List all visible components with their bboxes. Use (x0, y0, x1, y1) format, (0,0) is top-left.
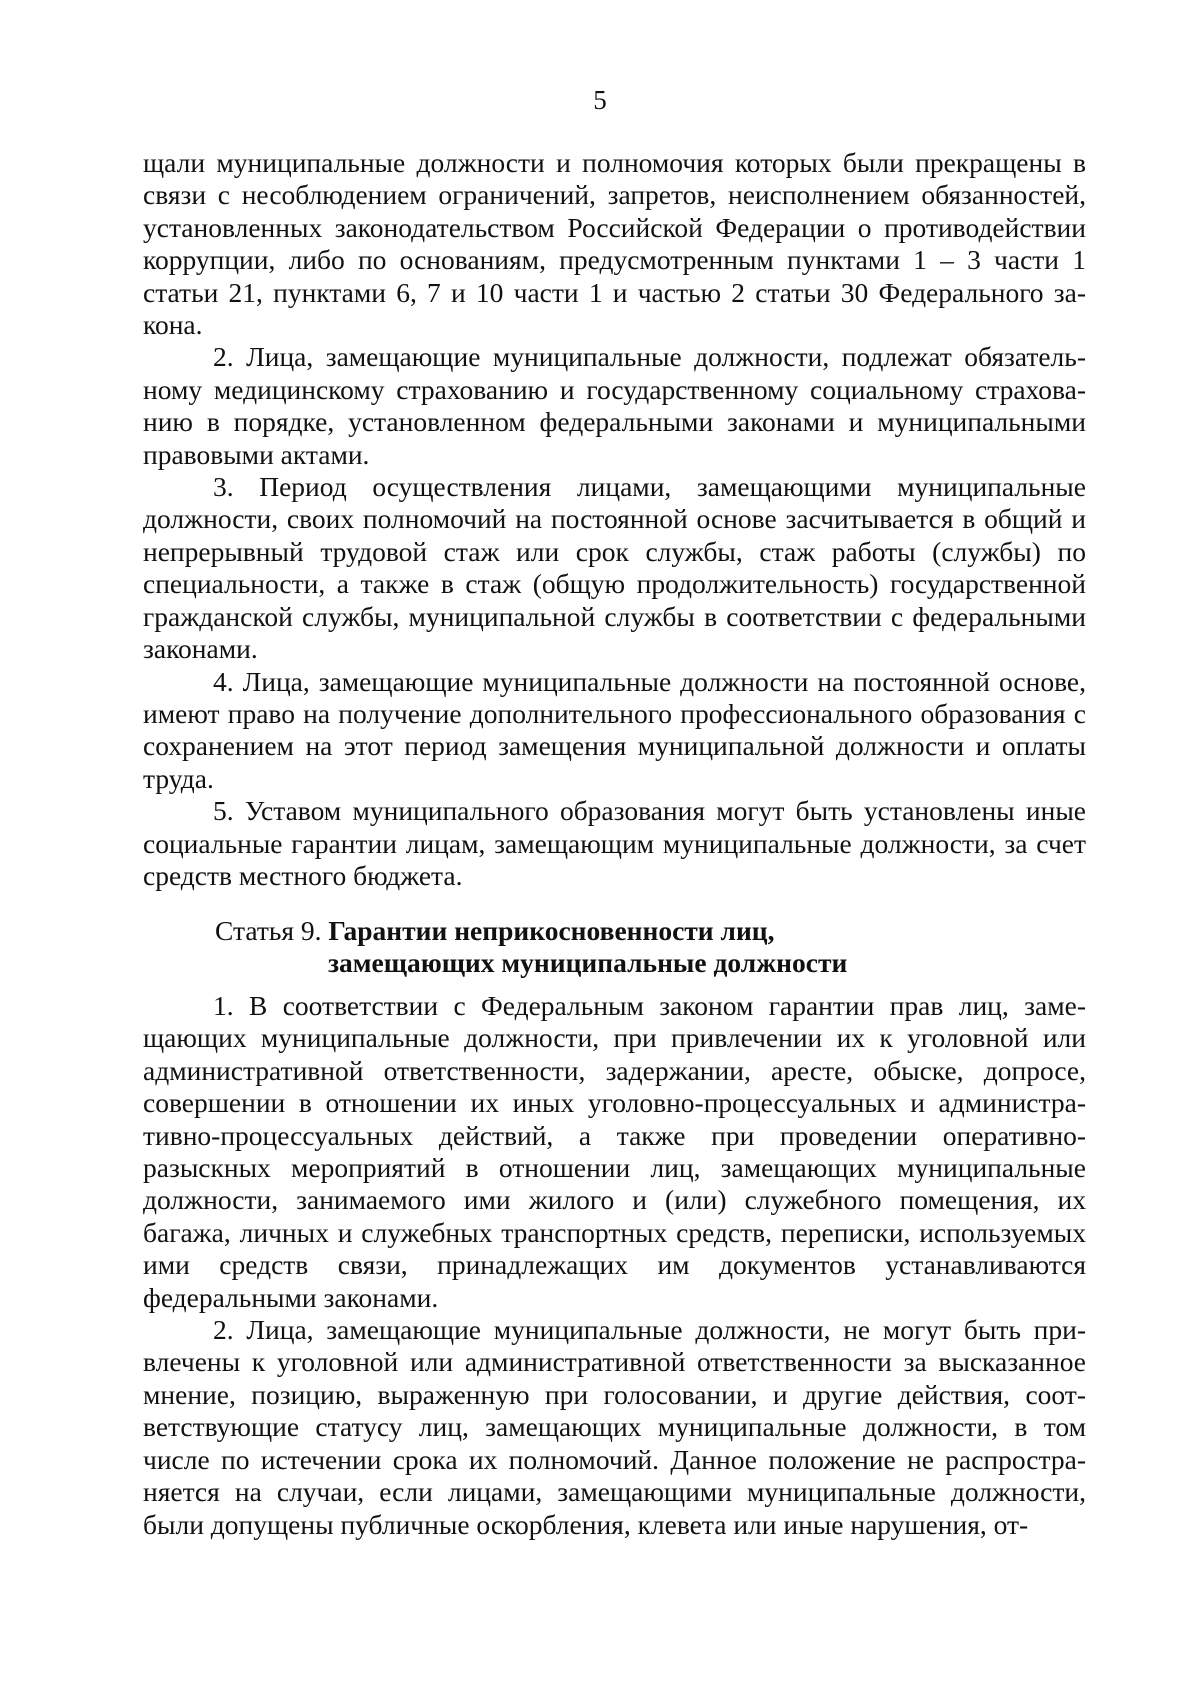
section-8-continuation (143, 147, 1086, 892)
paragraph-4: 4. Лица, замещающие муниципальные должности на постоянной основе, имеют право на получение дополнительного профессионального образования с сохранением на этот период замещения муниципальной должности и оплаты труда. (143, 665, 1086, 794)
paragraph-continuation: щали муниципальные должности и полномочия которых были прекращены в связи с несоблюдением ограничений, запретов, неисполнением обязанностей, установленных законодательством Российской Федерации о противодействии коррупции, либо по основаниям, предусмотренным пунктами 1 – 3 части 1 статьи 21, пунктами 6, 7 и 10 части 1 и частью 2 статьи 30 Федерального закона. (143, 147, 1086, 341)
article-heading-line-1 (215, 915, 1086, 947)
article-title-line-1: Гарантии неприкосновенности лиц, (328, 915, 775, 946)
article-9-heading (215, 915, 1086, 980)
article-title-line-2: замещающих муниципальные должности (328, 947, 848, 979)
article-9-body (143, 990, 1086, 1541)
article-label: Статья 9. (215, 915, 322, 946)
article-9-paragraph-2: 2. Лица, замещающие муниципальные должности, не могут быть привлечены к уголовной или административной ответственности за высказанное мнение, позицию, выраженную при голосовании, и другие действия, соответствующие статусу лиц, замещающих муниципальные должности, в том числе по истечении срока их полномочий. Данное положение не распространяется на случаи, если лицами, замещающими муниципальные должности, были допущены публичные оскорбления, клевета или иные нарушения, от- (143, 1314, 1086, 1540)
page-number: 5 (593, 85, 607, 115)
paragraph-5: 5. Уставом муниципального образования могут быть установлены иные социальные гарантии лицам, замещающим муниципальные должности, за счет средств местного бюджета. (143, 795, 1086, 891)
paragraph-3: 3. Период осуществления лицами, замещающими муниципальные должности, своих полномочий на постоянной основе засчитывается в общий и непрерывный трудовой стаж или срок службы, стаж работы (службы) по специальности, а также в стаж (общую продолжительность) государственной гражданской службы, муниципальной службы в соответствии с федеральными законами. (143, 471, 1086, 665)
article-9-paragraph-1: 1. В соответствии с Федеральным законом гарантии прав лиц, замещающих муниципальные должности, при привлечении их к уголовной или административной ответственности, задержании, аресте, обыске, допросе, совершении в отношении их иных уголовно-процессуальных и административно-процессуальных действий, а также при проведении оперативно-разыскных мероприятий в отношении лиц, замещающих муниципальные должности, занимаемого ими жилого и (или) служебного помещения, их багажа, личных и служебных транспортных средств, переписки, используемых ими средств связи, принадлежащих им документов устанавливаются федеральными законами. (143, 990, 1086, 1313)
paragraph-2: 2. Лица, замещающие муниципальные должности, подлежат обязательному медицинскому страхованию и государственному социальному страхованию в порядке, установленном федеральными законами и муниципальными правовыми актами. (143, 341, 1086, 470)
